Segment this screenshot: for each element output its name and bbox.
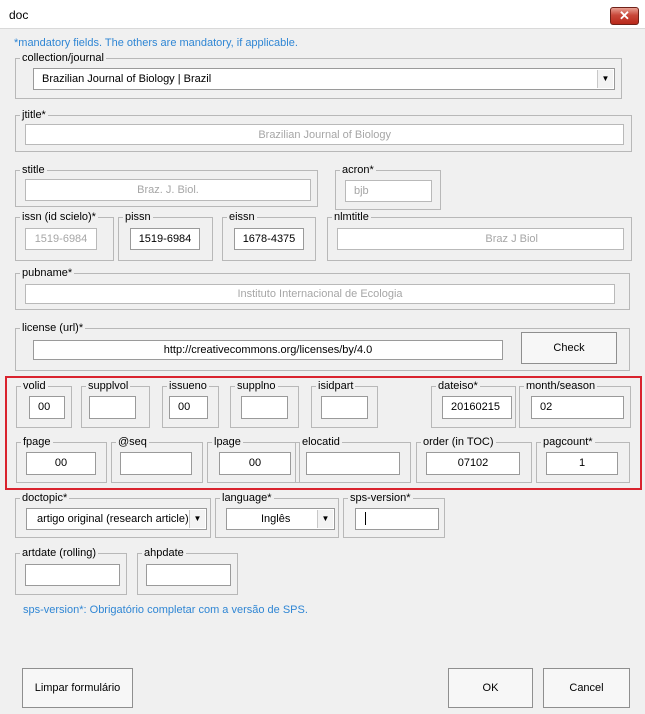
language-select[interactable] [226, 508, 335, 530]
license-label: license (url)* [22, 322, 84, 334]
jtitle-label: jtitle* [22, 109, 46, 121]
lpage-label: lpage [214, 436, 241, 448]
volid-field[interactable]: 00 [29, 396, 65, 419]
pubname-field[interactable]: Instituto Internacional de Ecologia [25, 284, 615, 304]
issn-field[interactable]: 1519-6984 [25, 228, 97, 250]
ok-button[interactable] [448, 668, 533, 708]
stitle-field[interactable]: Braz. J. Biol. [25, 179, 311, 201]
mandatory-note: *mandatory fields. The others are mandatory, if applicable. [14, 37, 298, 49]
cancel-button[interactable] [543, 668, 630, 708]
sps-version-field[interactable] [355, 508, 439, 530]
close-button[interactable] [610, 7, 639, 25]
isidpart-label: isidpart [318, 380, 354, 392]
ahpdate-label: ahpdate [144, 547, 184, 559]
month-field[interactable]: 02 [531, 396, 624, 419]
chevron-down-icon[interactable]: ▼ [189, 510, 205, 528]
language-value: Inglês [261, 513, 291, 525]
seq-label: @seq [118, 436, 147, 448]
lpage-field[interactable]: 00 [219, 452, 291, 475]
order-field[interactable]: 07102 [426, 452, 520, 475]
issn-label: issn (id scielo)* [22, 211, 96, 223]
title-bar [0, 0, 645, 29]
language-label: language* [222, 492, 272, 504]
check-button[interactable] [521, 332, 617, 364]
pagcount-label: pagcount* [543, 436, 593, 448]
order-label: order (in TOC) [423, 436, 494, 448]
doctopic-select[interactable] [26, 508, 207, 530]
pissn-label: pissn [125, 211, 151, 223]
issueno-label: issueno [169, 380, 207, 392]
artdate-label: artdate (rolling) [22, 547, 96, 559]
check-button-label: Check [553, 342, 585, 354]
issue-fields-highlight [5, 376, 642, 490]
elocatid-label: elocatid [302, 436, 340, 448]
volid-label: volid [23, 380, 46, 392]
stitle-label: stitle [22, 164, 45, 176]
dateiso-field[interactable]: 20160215 [442, 396, 512, 419]
sps-version-note: sps-version*: Obrigatório completar com a versão de SPS. [23, 604, 308, 616]
month-label: month/season [526, 380, 596, 392]
acron-label: acron* [342, 164, 374, 176]
issueno-field[interactable]: 00 [169, 396, 208, 419]
dateiso-label: dateiso* [438, 380, 478, 392]
ok-button-label: OK [482, 682, 499, 694]
supplvol-label: supplvol [88, 380, 129, 392]
window-title: doc [9, 8, 29, 22]
supplno-label: supplno [237, 380, 276, 392]
close-icon: ✕ [619, 8, 630, 23]
acron-field[interactable]: bjb [345, 180, 432, 202]
pubname-label: pubname* [22, 267, 73, 279]
clear-form-button-label: Limpar formulário [34, 682, 121, 694]
pagcount-field[interactable]: 1 [546, 452, 618, 475]
sps-version-label: sps-version* [350, 492, 411, 504]
collection-select[interactable] [33, 68, 615, 90]
collection-value: Brazilian Journal of Biology | Brazil [42, 73, 212, 85]
clear-form-button[interactable] [22, 668, 133, 708]
collection-label: collection/journal [22, 52, 104, 64]
fpage-label: fpage [23, 436, 51, 448]
nlmtitle-label: nlmtitle [334, 211, 369, 223]
jtitle-field[interactable]: Brazilian Journal of Biology [25, 124, 624, 145]
eissn-label: eissn [229, 211, 255, 223]
pissn-field[interactable]: 1519-6984 [130, 228, 200, 250]
fpage-field[interactable]: 00 [26, 452, 96, 475]
license-field[interactable]: http://creativecommons.org/licenses/by/4.0 [33, 340, 503, 360]
doctopic-label: doctopic* [22, 492, 68, 504]
ahpdate-field[interactable] [146, 564, 231, 586]
chevron-down-icon[interactable]: ▼ [597, 70, 613, 88]
chevron-down-icon[interactable]: ▼ [317, 510, 333, 528]
cancel-button-label: Cancel [569, 682, 604, 694]
text-caret [365, 512, 366, 525]
doctopic-value: artigo original (research article) [37, 513, 189, 525]
eissn-field[interactable]: 1678-4375 [234, 228, 304, 250]
artdate-field[interactable] [25, 564, 120, 586]
nlmtitle-field[interactable]: Braz J Biol [337, 228, 624, 250]
